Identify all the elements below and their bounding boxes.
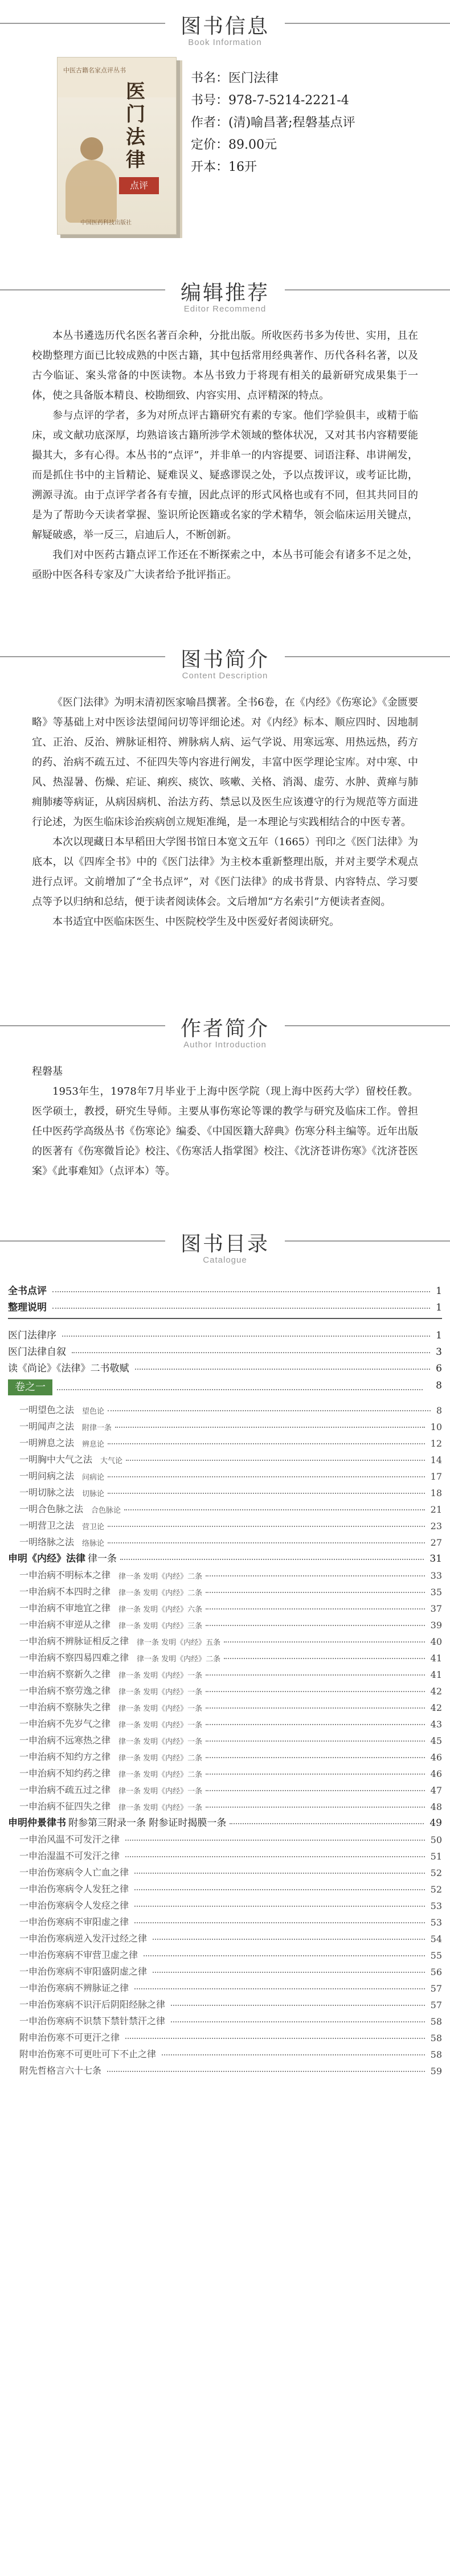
leader-dots	[120, 1559, 424, 1560]
leader-dots	[206, 1740, 424, 1742]
toc-entry-title: 一明合色脉之法	[19, 1502, 85, 1515]
toc-entry	[8, 1297, 442, 1313]
section-subtitle: Book Information	[188, 38, 262, 47]
toc-entry-title: 一申治病不远寒热之律	[19, 1733, 113, 1746]
toc-entry-title: 一申治伤寒病不识禁下禁针禁汗之律	[19, 2014, 167, 2027]
leader-dots	[171, 2021, 425, 2022]
toc-entry-title: 一申治伤寒病令人发痉之律	[19, 1898, 131, 1911]
toc-entry	[8, 1862, 442, 1878]
page-number: 46	[428, 1752, 442, 1763]
page-number: 39	[428, 1620, 442, 1631]
leader-dots	[206, 1724, 424, 1725]
toc-entry	[8, 1341, 442, 1358]
toc-intro	[8, 1325, 442, 1374]
page-number: 50	[428, 1834, 442, 1845]
toc-entry	[8, 1416, 442, 1432]
toc-neijing	[8, 1548, 442, 1812]
page-number: 45	[428, 1735, 442, 1746]
info-row-format: 开本：16开	[191, 160, 257, 174]
toc-entry	[8, 2027, 442, 2043]
page-number: 23	[428, 1521, 442, 1531]
toc-entry	[8, 1482, 442, 1498]
toc-entry	[8, 1730, 442, 1746]
page-number: 46	[428, 1768, 442, 1779]
toc-entry-title: 整理说明	[8, 1299, 49, 1313]
leader-dots	[224, 1658, 424, 1659]
toc-entry-title: 一明胸中大气之法	[19, 1452, 95, 1465]
page-number: 33	[428, 1570, 442, 1581]
info-row-price: 定价：89.00元	[191, 138, 277, 152]
leader-dots	[153, 1972, 425, 1973]
page-number: 49	[427, 1817, 442, 1829]
toc-entry-title: 一申治病不察新久之律	[19, 1667, 113, 1680]
toc-entry-note: 附参第三附录一条 附参证时揭膜一条	[68, 1817, 227, 1829]
toc-entry-title: 一申治病不本四时之律	[19, 1584, 113, 1598]
leader-dots	[115, 1427, 425, 1428]
toc-entry-title: 一申治病不知约药之律	[19, 1766, 113, 1779]
page-number: 8	[436, 1380, 442, 1391]
toc-entry-title: 一申治病不审地宜之律	[19, 1601, 113, 1614]
leader-dots	[124, 1509, 425, 1510]
toc-entry-title: 一明络脉之法	[19, 1535, 76, 1548]
author-name: 程磐基	[32, 1066, 63, 1078]
page-number: 47	[428, 1785, 442, 1796]
page-number: 52	[428, 1884, 442, 1895]
toc-entry-title: 医门法律自叙	[8, 1344, 68, 1358]
leader-dots	[134, 1988, 425, 1989]
section-title: 编辑推荐	[180, 281, 269, 305]
leader-dots	[108, 1526, 425, 1527]
leader-dots	[108, 1493, 425, 1494]
page-number: 53	[428, 1917, 442, 1928]
toc-entry-title: 全书点评	[8, 1283, 49, 1297]
leader-dots	[134, 1889, 425, 1890]
toc-entry-note: 律一条 发明《内经》一条	[118, 1688, 203, 1697]
toc-entry-title: 一明切脉之法	[19, 1485, 76, 1498]
paragraph: 我们对中医药古籍点评工作还在不断探索之中，本丛书可能会有诸多不足之处，亟盼中医各科专家及广大读者给予批评指正。	[32, 549, 418, 581]
toc-appendix	[8, 2027, 442, 2077]
toc-entry-title: 一申治风温不可发汗之律	[19, 1832, 122, 1845]
section-subtitle: Content Description	[182, 671, 268, 681]
page-number: 27	[428, 1537, 442, 1548]
toc-entry	[8, 1878, 442, 1895]
author-block	[0, 1052, 450, 1218]
toc-entry-title: 一申治伤寒病不辨脉证之律	[19, 1981, 131, 1994]
page-number: 37	[428, 1603, 442, 1614]
toc-entry-note: 律一条	[88, 1553, 117, 1565]
toc-entry-title: 一申治病不先岁气之律	[19, 1717, 113, 1730]
toc-entry-note: 切脉论	[82, 1490, 105, 1498]
toc-entry	[8, 1465, 442, 1482]
page-number: 6	[433, 1363, 442, 1374]
toc-entry-title: 一申治伤寒病不审营卫虚之律	[19, 1948, 140, 1961]
cover-seal: 点评	[119, 177, 159, 194]
toc-entry	[8, 1358, 442, 1374]
paragraph: 本丛书遴选历代名医名著百余种，分批出版。所收医药书多为传世、实用，且在校勘整理方面已比较成熟的中医古籍，其中包括常用经典著作、历代各科名著，以及古今临证、案头常备的中医读物。本丛书致力于将现有相关的最新研究成果集于一体，使之具备版本精良、校勘细致、内容实用、点评精深的特点。	[32, 330, 418, 402]
leader-dots	[134, 1873, 425, 1874]
toc-entry-note: 营卫论	[82, 1523, 105, 1531]
toc-entry	[8, 1399, 442, 1416]
page-number: 43	[428, 1719, 442, 1730]
toc-entry	[8, 1779, 442, 1796]
paragraph: 参与点评的学者，多为对所点评古籍研究有素的专家。他们学验俱丰，或精于临床，或文献功底深厚，均熟谙该古籍所涉学术领域的整体状况，又对其书内容精要能撮其大，多有心得。本丛书的“点评”，并非单一的内容提要、词语注释、串讲阐发，而是抓住书中的主旨精论、疑难误义、疑惑谬误之处，予以点拨评议，或考证比勘，溯源寻流。由于点评学者各有专擅，因此点评的形式风格也或有不同，但其共同目的是为了帮助今天读者掌握、鉴识所论医籍或名家的学术精华，领会临床运用关键点，解疑破惑，举一反三，启迪后人，不断创新。	[32, 409, 418, 541]
toc-volume-1	[8, 1399, 442, 1548]
page-number: 56	[428, 1967, 442, 1977]
author-bio: 1953年生，1978年7月毕业于上海中医学院（现上海中医药大学）留校任教。医学硕士，教授，研究生导师。主要从事伤寒论等课的教学与研究及临床工作。曾担任中医药学高级丛书《伤寒论》编委、《中国医籍大辞典》伤寒分科主编等。近年出版的医著有《伤寒微旨论》校注、《伤寒活人指掌图》校注、《沈济苍讲伤寒》《沈济苍医案》《此事难知》（点评本）等。	[32, 1086, 418, 1177]
toc-entry	[8, 1498, 442, 1515]
leader-dots	[230, 1823, 424, 1824]
toc-entry-title: 一申治伤寒病逆入发汗过经之律	[19, 1931, 149, 1944]
leader-dots	[108, 1443, 425, 1444]
toc-entry-title: 一明望色之法	[19, 1403, 76, 1416]
leader-dots	[134, 1922, 425, 1923]
leader-dots	[62, 1336, 430, 1337]
toc-entry-note: 律一条 发明《内经》二条	[118, 1771, 203, 1779]
toc-entry	[8, 1598, 442, 1614]
toc-entry	[8, 1565, 442, 1581]
page-number: 53	[428, 1901, 442, 1911]
toc-entry	[8, 2060, 442, 2077]
leader-dots	[135, 1369, 431, 1370]
page-number: 8	[434, 1405, 442, 1416]
page-number: 31	[427, 1553, 442, 1565]
toc-entry-note: 望色论	[82, 1407, 105, 1416]
toc-entry	[8, 1280, 442, 1297]
info-row-author: 作者：(清)喻昌著;程磐基点评	[191, 116, 355, 130]
leader-dots	[206, 1757, 424, 1758]
leader-dots	[206, 1707, 424, 1709]
toc-entry-title: 一明闻声之法	[19, 1419, 76, 1432]
toc-entry-title: 一申治病不辨脉证相反之律	[19, 1634, 131, 1647]
book-info-block	[0, 50, 450, 267]
toc-entry-note: 律一条 发明《内经》二条	[137, 1655, 221, 1664]
page-number: 18	[428, 1488, 442, 1498]
toc-entry	[8, 1763, 442, 1779]
page-number: 21	[428, 1504, 442, 1515]
toc-entry-title: 一申治病不明标本之律	[19, 1568, 113, 1581]
leader-dots	[52, 1291, 430, 1292]
toc-entry-title: 附先哲格言六十七条	[19, 2063, 104, 2077]
toc-entry-title: 一明问病之法	[19, 1469, 76, 1482]
toc-entry-title: 一申治病不审逆从之律	[19, 1617, 113, 1631]
section-subtitle: Editor Recommend	[183, 304, 267, 314]
toc-entry-title: 一申治伤寒病不识汗后阴阳经脉之律	[19, 1997, 167, 2010]
page-number: 48	[428, 1801, 442, 1812]
toc-entry-title: 一申治病不察脉失之律	[19, 1700, 113, 1713]
cover-spine	[178, 60, 182, 238]
toc-entry	[8, 1664, 442, 1680]
leader-dots	[206, 1790, 424, 1791]
section-header-toc	[0, 1218, 450, 1268]
section-title: 作者简介	[180, 1017, 269, 1041]
page-number: 35	[428, 1587, 442, 1598]
toc-entry-note: 律一条 发明《内经》一条	[118, 1738, 203, 1746]
leader-dots	[125, 2038, 425, 2039]
page-number: 58	[428, 2049, 442, 2060]
info-row-isbn: 书号：978-7-5214-2221-4	[191, 93, 349, 108]
toc-entry	[8, 1713, 442, 1730]
leader-dots	[52, 1308, 430, 1309]
toc-entry-note: 律一条 发明《内经》三条	[118, 1622, 203, 1631]
toc-entry-note: 辨息论	[82, 1440, 105, 1449]
toc-front-matter	[8, 1280, 442, 1313]
toc-entry-note: 律一条 发明《内经》六条	[118, 1606, 203, 1614]
toc-zhongjing	[8, 1812, 442, 2027]
toc-entry-title: 一明辨息之法	[19, 1436, 76, 1449]
page-number: 59	[428, 2066, 442, 2077]
toc-entry	[8, 1697, 442, 1713]
volume-tag: 卷之一	[8, 1379, 52, 1395]
toc-entry	[8, 1548, 442, 1565]
toc-entry	[8, 1994, 442, 2010]
toc-entry	[8, 1531, 442, 1548]
toc-entry	[8, 1944, 442, 1961]
table-of-contents	[0, 1268, 450, 2077]
cover-series: 中医古籍名家点评丛书	[63, 67, 126, 74]
section-subtitle: Catalogue	[203, 1255, 247, 1265]
toc-entry	[8, 1631, 442, 1647]
toc-entry-title: 申明仲景律书	[8, 1815, 68, 1829]
page-number: 1	[433, 1285, 442, 1297]
toc-entry	[8, 1961, 442, 1977]
toc-entry	[8, 1977, 442, 1994]
toc-entry	[8, 2010, 442, 2027]
toc-entry-title: 一申治病不疏五过之律	[19, 1783, 113, 1796]
leader-dots	[206, 1625, 424, 1626]
toc-entry-note: 律一条 发明《内经》一条	[118, 1672, 203, 1680]
toc-entry	[8, 1614, 442, 1631]
cover-band	[58, 58, 176, 97]
page-number: 14	[428, 1455, 442, 1465]
page-number: 52	[428, 1868, 442, 1878]
toc-entry-note: 问病论	[82, 1473, 105, 1482]
toc-entry-title: 一申治病不知约方之律	[19, 1750, 113, 1763]
leader-dots	[144, 1955, 425, 1956]
page-number: 12	[428, 1438, 442, 1449]
page-number: 55	[428, 1950, 442, 1961]
paragraph: 本书适宜中医临床医生、中医院校学生及中医爱好者阅读研究。	[52, 916, 339, 928]
toc-entry-title: 读《尚论》《法律》二书敬赋	[8, 1360, 132, 1374]
cover-title: 医门法律	[126, 80, 145, 171]
toc-entry	[8, 1515, 442, 1531]
toc-entry-note: 大气论	[100, 1457, 123, 1465]
toc-entry-title: 一申治病不征四失之律	[19, 1799, 113, 1812]
divider	[8, 1318, 442, 1319]
page-number: 57	[428, 1983, 442, 1994]
leader-dots	[206, 1691, 424, 1692]
leader-dots	[125, 1856, 425, 1857]
section-header-book-info	[0, 0, 450, 50]
toc-entry-note: 律一条 发明《内经》一条	[118, 1721, 203, 1730]
toc-entry-title: 一申治伤寒病令人亡血之律	[19, 1865, 131, 1878]
toc-entry-note: 律一条 发明《内经》一条	[118, 1787, 203, 1796]
leader-dots	[206, 1807, 424, 1808]
page-number: 57	[428, 2000, 442, 2010]
toc-entry	[8, 1449, 442, 1465]
leader-dots	[107, 2071, 425, 2072]
page-number: 41	[428, 1669, 442, 1680]
toc-entry	[8, 1829, 442, 1845]
toc-entry-title: 申明《内经》法律	[8, 1550, 88, 1565]
section-title: 图书简介	[180, 648, 269, 671]
page-number: 40	[428, 1636, 442, 1647]
toc-entry-title: 一申治伤寒病令人发狂之律	[19, 1882, 131, 1895]
page-number: 10	[428, 1422, 442, 1432]
toc-entry-note: 合色脉论	[91, 1506, 121, 1515]
leader-dots	[206, 1674, 424, 1676]
page-number: 3	[433, 1346, 442, 1358]
page-number: 54	[428, 1934, 442, 1944]
section-title: 图书信息	[180, 15, 269, 38]
toc-entry	[8, 1325, 442, 1341]
toc-entry-title: 一申治病不察劳逸之律	[19, 1684, 113, 1697]
toc-entry-note: 律一条 发明《内经》二条	[118, 1754, 203, 1763]
toc-entry	[8, 2043, 442, 2060]
toc-entry	[8, 1845, 442, 1862]
toc-entry-note: 络脉论	[82, 1539, 105, 1548]
page-number: 51	[428, 1851, 442, 1862]
section-header-author	[0, 1002, 450, 1052]
toc-entry-note: 附律一条	[82, 1424, 112, 1432]
toc-entry-title: 医门法律序	[8, 1327, 59, 1341]
toc-entry	[8, 1895, 442, 1911]
editor-text	[0, 317, 450, 633]
book-info-list	[191, 67, 355, 178]
toc-entry-title: 附申治伤寒不可更汗之律	[19, 2030, 122, 2043]
page-number: 58	[428, 2016, 442, 2027]
leader-dots	[171, 2005, 425, 2006]
page-number: 41	[428, 1653, 442, 1664]
toc-entry	[8, 1647, 442, 1664]
leader-dots	[125, 1840, 425, 1841]
content-text	[0, 683, 450, 1002]
toc-entry	[8, 1812, 442, 1829]
toc-entry-title: 一申治伤寒病不审阳盛阴虚之律	[19, 1964, 149, 1977]
toc-entry-note: 律一条 发明《内经》一条	[118, 1804, 203, 1812]
toc-volume-heading	[8, 1374, 442, 1399]
toc-entry	[8, 1746, 442, 1763]
leader-dots	[72, 1352, 430, 1353]
leader-dots	[224, 1641, 424, 1643]
toc-entry-note: 律一条 发明《内经》二条	[118, 1572, 203, 1581]
toc-entry	[8, 1581, 442, 1598]
section-subtitle: Author Introduction	[183, 1040, 267, 1050]
toc-entry	[8, 1911, 442, 1928]
toc-entry-title: 一申治伤寒病不审阳虚之律	[19, 1915, 131, 1928]
leader-dots	[134, 1906, 425, 1907]
paragraph: 本次以现藏日本早稻田大学图书馆日本宽文五年（1665）刊印之《医门法律》为底本，以《四库全书》中的《医门法律》为主校本重新整理出版，并对主要学术观点进行点评。文前增加了“全书点评”，对《医门法律》的成书背景、内容特点、学习要点等予以归纳和总结，便于读者阅读体会。文后增加“方名索引”方便读者查阅。	[32, 836, 418, 908]
toc-entry-note: 律一条 发明《内经》一条	[118, 1705, 203, 1713]
toc-entry-note: 律一条 发明《内经》五条	[137, 1639, 221, 1647]
toc-entry	[8, 1928, 442, 1944]
leader-dots	[108, 1476, 425, 1477]
toc-entry	[8, 1680, 442, 1697]
page-number: 42	[428, 1702, 442, 1713]
leader-dots	[108, 1542, 425, 1543]
page-number: 1	[433, 1302, 442, 1313]
toc-entry	[8, 1796, 442, 1812]
leader-dots	[206, 1592, 424, 1593]
section-header-editor	[0, 267, 450, 317]
toc-entry-title: 一申治病不察四易四难之律	[19, 1651, 131, 1664]
leader-dots	[57, 1389, 423, 1390]
cover-figure	[66, 160, 117, 223]
leader-dots	[162, 2054, 425, 2055]
leader-dots	[108, 1410, 431, 1411]
cover-front	[57, 57, 177, 235]
leader-dots	[206, 1575, 424, 1576]
cover-figure-head	[80, 137, 103, 160]
leader-dots	[153, 1939, 425, 1940]
leader-dots	[206, 1608, 424, 1610]
page-number: 42	[428, 1686, 442, 1697]
page-number: 1	[433, 1330, 442, 1341]
info-row-title: 书名：医门法律	[191, 71, 279, 85]
toc-entry	[8, 1432, 442, 1449]
section-header-content	[0, 633, 450, 683]
page-number: 58	[428, 2033, 442, 2043]
page-number: 17	[428, 1471, 442, 1482]
toc-entry-title: 一明营卫之法	[19, 1518, 76, 1531]
leader-dots	[126, 1460, 425, 1461]
leader-dots	[206, 1774, 424, 1775]
book-cover-image	[57, 57, 177, 245]
cover-publisher: 中国医药科技出版社	[80, 220, 132, 226]
toc-entry-title: 附申治伤寒不可更吐可下不止之律	[19, 2047, 158, 2060]
toc-entry-title: 一申治湿温不可发汗之律	[19, 1849, 122, 1862]
toc-entry-note: 律一条 发明《内经》二条	[118, 1589, 203, 1598]
paragraph: 《医门法律》为明末清初医家喻昌撰著。全书6卷，在《内经》《伤寒论》《金匮要略》等基础上对中医诊法望闻问切等评细论述。对《内经》标本、顺应四时、因地制宜、正治、反治、辨脉证相符、辨脉病人病、运气学说、用寒远寒、用热远热，药方的药、治病不疏五过、不征四失等内容进行阐发，丰富中医学理论宝库。对中寒、中风、热湿暑、伤燥、疟证、痢疾、痰饮、咳嗽、关格、消渴、虚劳、水肿、黄瘅与肺痈肺痿等病证，从病因病机、治法方药、禁忌以及医生应该遵守的行为规范等方面进行论述，为医生临床诊治疾病创立规矩准绳，是一本理论与实践相结合的中医专著。	[32, 697, 418, 828]
section-title: 图书目录	[180, 1232, 269, 1256]
